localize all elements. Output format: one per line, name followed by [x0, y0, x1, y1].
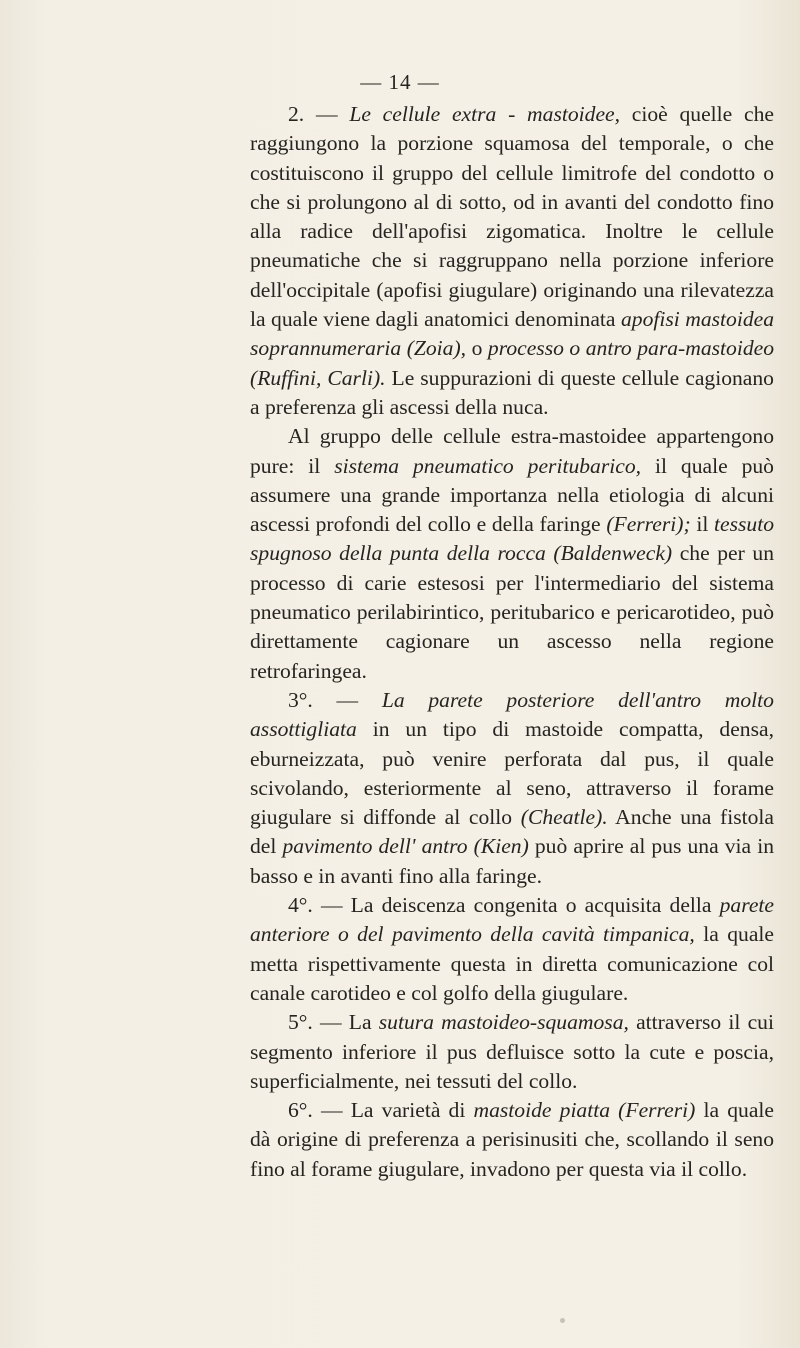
text-segment: Al gruppo delle cellule estra-mastoidee appartengono pure: il — [250, 424, 774, 478]
page-number: — 14 — — [360, 70, 440, 94]
italic-text-segment: Le cellule extra - mastoidee, — [349, 102, 621, 126]
text-segment: cioè quelle che raggiungono la porzione squamosa del temporale, o che costituiscono il gruppo del cellule limitrofe del condotto o che si prolungono al di sotto, od in avanti del condotto fino alla radice dell'apofisi zigomatica. Inoltre le cellule pneumatiche che si raggruppano nella porzione inferiore dell'occipitale (apofisi giugulare) originando una rilevatezza la quale viene dagli anatomici denominata — [250, 102, 774, 332]
paragraph — [250, 1096, 774, 1184]
italic-text-segment: sistema pneumatico peritubarico, — [334, 453, 642, 478]
paragraph — [250, 422, 774, 686]
text-segment: che per un processo di carie estesosi per l'intermediario del sistema pneumatico perilabirintico, peritubarico e pericarotideo, può direttamente cagionare un ascesso nella regione retrofaringea. — [250, 541, 774, 683]
text-segment: il quale può assumere una grande importanza nella etiologia di alcuni ascessi profondi del collo e della faringe — [250, 453, 774, 537]
italic-text-segment: (Cheatle). — [520, 805, 608, 830]
text-segment: 2. — — [288, 102, 350, 126]
paragraph — [250, 1008, 774, 1096]
text-segment: in un tipo di mastoide compatta, densa, eburneizzata, può venire perforata dal pus, il quale scivolando, esteriormente al seno, attraverso il forame giugulare si diffonde al collo — [250, 717, 774, 830]
text-segment: 4°. — La deiscenza congenita o acquisita della — [288, 893, 720, 918]
paragraph — [250, 891, 774, 1008]
text-segment: può aprire al pus una via in basso e in avanti fino alla faringe. — [250, 834, 775, 888]
text-segment: il — [690, 512, 715, 537]
text-segment: o — [466, 336, 488, 361]
italic-text-segment: (Ferreri); — [606, 512, 691, 537]
italic-text-segment: sutura mastoideo-squamosa, — [378, 1010, 629, 1035]
italic-text-segment: tessuto spugnoso della punta della rocca (Baldenweck) — [250, 512, 774, 566]
text-segment: 3°. — — [288, 687, 382, 712]
italic-text-segment: processo o antro para-mastoideo (Ruffini, Carli). — [250, 336, 774, 390]
body-text — [250, 100, 774, 1184]
italic-text-segment: La parete posteriore dell'antro molto assottigliata — [250, 687, 774, 742]
text-segment: Anche una fistola del — [250, 805, 775, 859]
italic-text-segment: apofisi mastoidea soprannumeraria (Zoia), — [250, 307, 774, 361]
text-segment: Le suppurazioni di queste cellule cagionano a preferenza gli ascessi della nuca. — [250, 365, 774, 419]
text-segment: la quale dà origine di preferenza a perisinusiti che, scollando il seno fino al forame giugulare, invadono per questa via il collo. — [250, 1098, 774, 1181]
text-segment: attraverso il cui segmento inferiore il pus defluisce sotto la cute e poscia, superficialmente, nei tessuti del collo. — [250, 1010, 774, 1093]
italic-text-segment: parete anteriore o del pavimento della cavità timpanica, — [250, 893, 774, 947]
text-segment: 6°. — La varietà di — [288, 1098, 474, 1123]
text-segment: 5°. — La — [288, 1010, 379, 1035]
paper-speck — [560, 1318, 565, 1323]
paragraph — [250, 686, 774, 891]
text-segment: la quale metta rispettivamente questa in diretta comunicazione col canale carotideo e col golfo della giugulare. — [250, 922, 774, 1005]
paragraph — [250, 100, 774, 422]
italic-text-segment: mastoide piatta (Ferreri) — [473, 1098, 696, 1123]
italic-text-segment: pavimento dell' antro (Kien) — [282, 834, 529, 859]
